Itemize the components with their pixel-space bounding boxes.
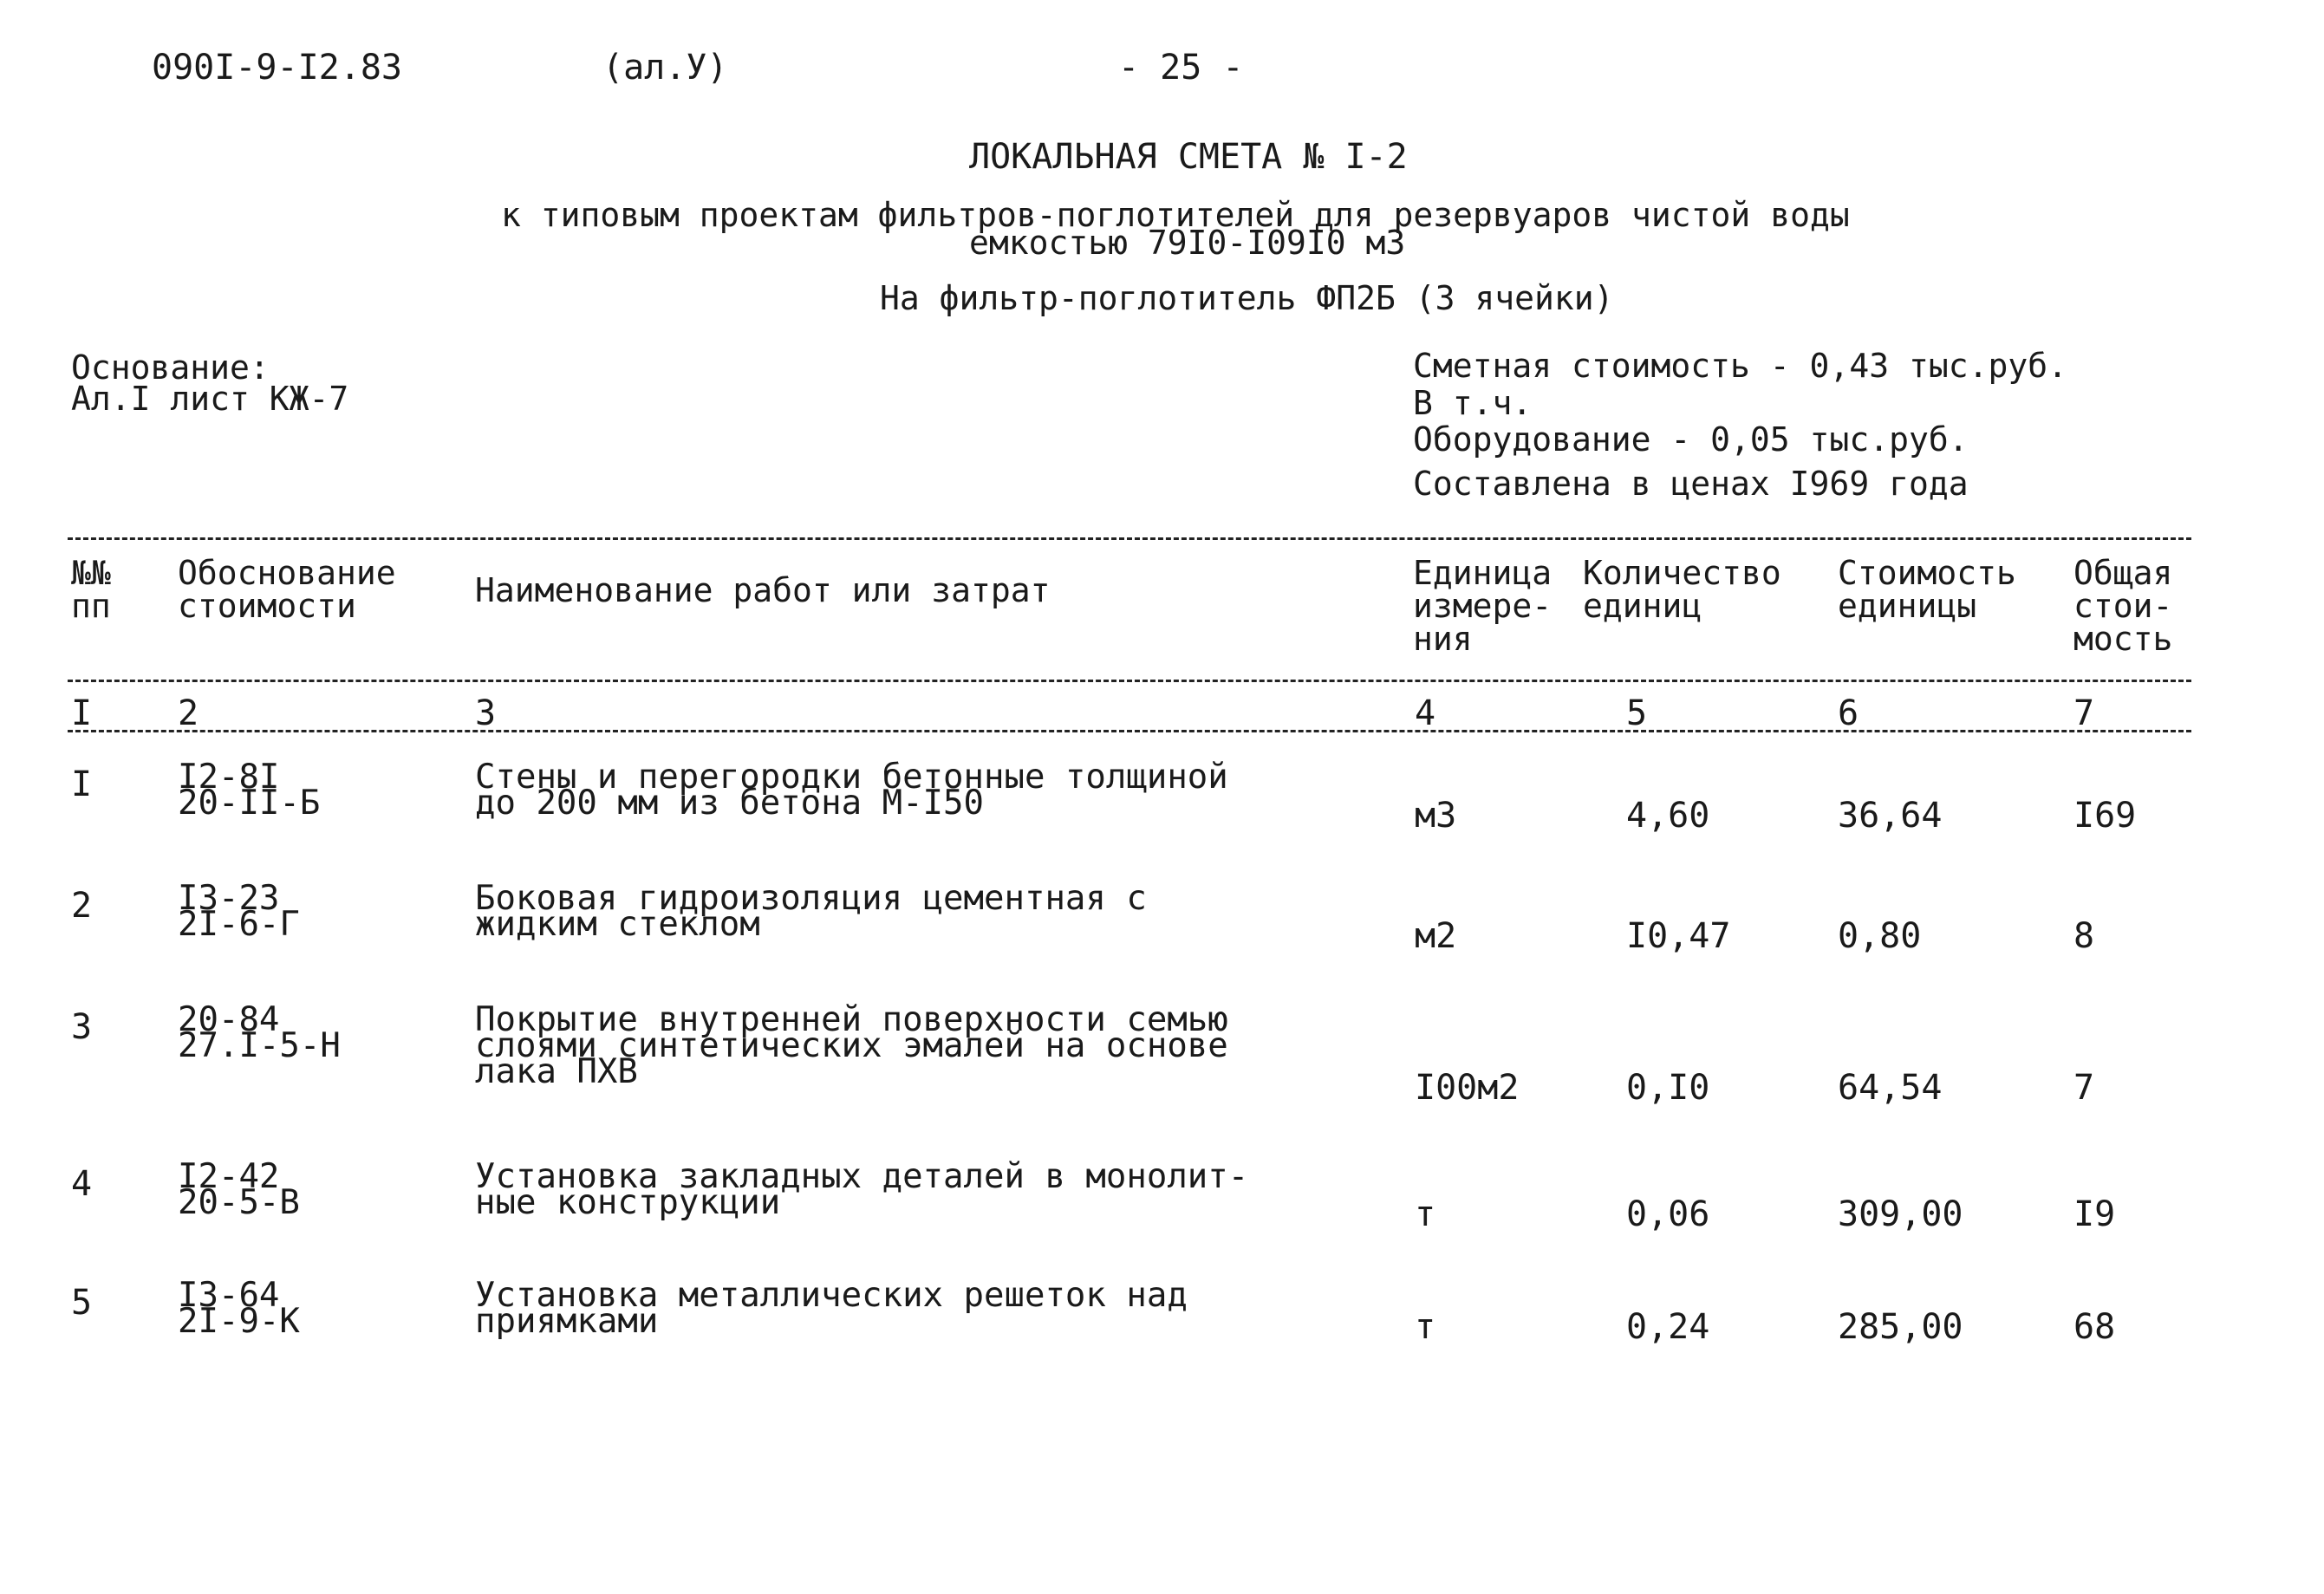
page-number: - 25 -	[1118, 48, 1244, 88]
table-row-quantity: I0,47	[1626, 916, 1731, 956]
document-code: 090I-9-I2.83	[152, 48, 402, 88]
column-number: 6	[1838, 693, 1859, 733]
table-row-unit-cost: 0,80	[1838, 916, 1922, 956]
header-total-cost: Общая стои- мость	[2073, 554, 2173, 658]
table-row-name: Установка металлических решеток над приямками	[475, 1276, 1188, 1341]
table-row-name: Покрытие внутренней поверхности семью слоями синтетических эмалей на основе лака ПХВ	[475, 1000, 1228, 1091]
basis-value: Ал.I лист КЖ-7	[71, 380, 349, 418]
table-row-total: I9	[2073, 1194, 2116, 1234]
table-row-total: I69	[2073, 796, 2137, 836]
table-row-unit-cost: 285,00	[1838, 1307, 1963, 1347]
table-row-number: 3	[71, 1007, 93, 1047]
document-title: ЛОКАЛЬНАЯ СМЕТА № I-2	[969, 137, 1408, 177]
header-bottom-rule	[68, 680, 2191, 682]
table-row-total: 8	[2073, 916, 2095, 956]
header-quantity: Количество единиц	[1583, 554, 1781, 625]
subtitle-line-2: емкостью 79I0-I09I0 м3	[969, 224, 1406, 262]
table-row-unit-cost: 309,00	[1838, 1194, 1963, 1234]
table-row-unit: I00м2	[1415, 1068, 1520, 1108]
table-row-unit-cost: 64,54	[1838, 1068, 1943, 1108]
column-number-rule	[68, 730, 2191, 732]
table-row-quantity: 0,I0	[1626, 1068, 1710, 1108]
column-number: 4	[1415, 693, 1436, 733]
table-row-name: Установка закладных деталей в монолит- ные конструкции	[475, 1157, 1249, 1222]
table-row-number: 5	[71, 1283, 93, 1323]
table-row-total: 7	[2073, 1068, 2095, 1108]
header-work-name: Наименование работ или затрат	[475, 571, 1051, 609]
subtitle-line-1: к типовым проектам фильтров-поглотителей для резервуаров чистой воды	[501, 196, 1850, 234]
table-row-unit: м2	[1415, 916, 1457, 956]
column-number: 5	[1626, 693, 1648, 733]
table-row-unit: м3	[1415, 796, 1457, 836]
table-row-unit: т	[1415, 1194, 1436, 1234]
table-row-basis: I2-42 20-5-В	[178, 1157, 300, 1222]
table-row-number: I	[71, 764, 93, 804]
table-row-unit: т	[1415, 1307, 1436, 1347]
table-row-name: Боковая гидроизоляция цементная с жидким стеклом	[475, 879, 1147, 944]
table-row-number: 2	[71, 886, 93, 926]
table-row-basis: I2-8I 20-II-Б	[178, 758, 321, 823]
header-row-number: №№ пп	[71, 554, 111, 625]
table-row-quantity: 4,60	[1626, 796, 1710, 836]
subtitle-line-3: На фильтр-поглотитель ФП2Б (3 ячейки)	[880, 279, 1614, 317]
table-row-basis: I3-23 2I-6-Г	[178, 879, 300, 944]
table-row-quantity: 0,24	[1626, 1307, 1710, 1347]
header-unit-cost: Стоимость единицы	[1838, 554, 2016, 625]
column-number: 3	[475, 693, 497, 733]
table-row-name: Стены и перегородки бетонные толщиной до 200 мм из бетона М-I50	[475, 758, 1228, 823]
column-number: 7	[2073, 693, 2095, 733]
including-label: В т.ч.	[1413, 384, 1533, 422]
header-cost-basis: Обоснование стоимости	[178, 554, 396, 625]
basis-label: Основание:	[71, 348, 270, 387]
album-label: (ал.У)	[602, 48, 728, 88]
column-number: 2	[178, 693, 199, 733]
header-unit: Единица измере- ния	[1413, 554, 1553, 658]
column-number: I	[71, 693, 93, 733]
table-row-number: 4	[71, 1164, 93, 1204]
estimated-cost: Сметная стоимость - 0,43 тыс.руб.	[1413, 347, 2067, 385]
table-row-unit-cost: 36,64	[1838, 796, 1943, 836]
table-row-quantity: 0,06	[1626, 1194, 1710, 1234]
equipment-cost: Оборудование - 0,05 тыс.руб.	[1413, 420, 1969, 459]
table-row-basis: 20-84 27.I-5-Н	[178, 1000, 341, 1065]
table-top-rule	[68, 537, 2191, 540]
table-row-basis: I3-64 2I-9-К	[178, 1276, 300, 1341]
table-row-total: 68	[2073, 1307, 2116, 1347]
price-basis: Составлена в ценах I969 года	[1413, 465, 1969, 503]
